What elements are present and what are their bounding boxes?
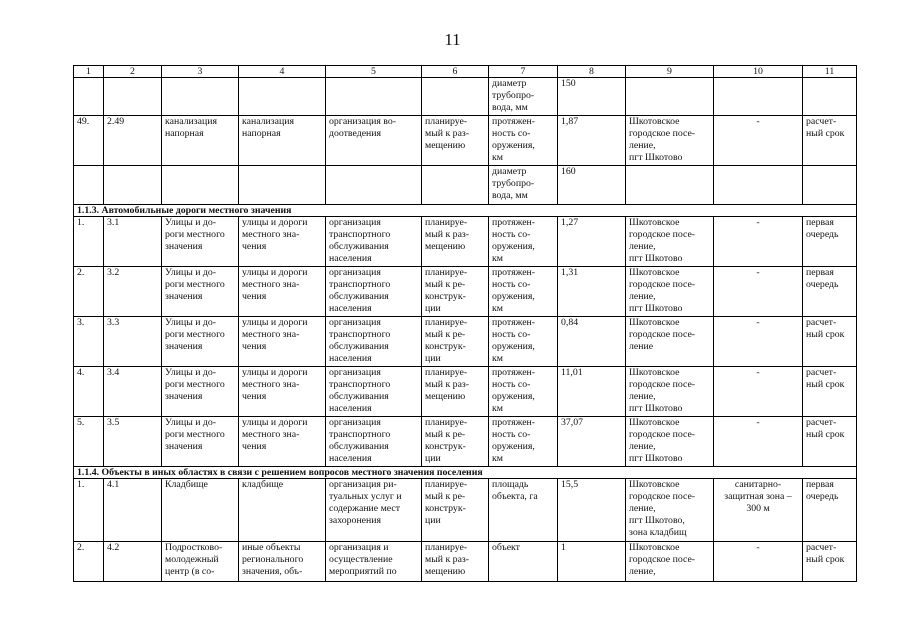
table-row (74, 316, 857, 366)
table-cell (626, 165, 714, 204)
table-cell: Улицы и до- роги местного значения (162, 266, 239, 316)
table-cell: 4.2 (104, 541, 162, 581)
table-cell: Улицы и до- роги местного значения (162, 216, 239, 266)
table-cell: улицы и дороги местного зна- чения (239, 416, 326, 466)
table-cell: - (714, 266, 803, 316)
table-cell: Шкотовское городское посе- ление, пгт Шкотово (626, 366, 714, 416)
table-cell: 1,87 (558, 115, 626, 165)
table-cell: первая очередь (803, 216, 857, 266)
table-cell: организация транспортного обслуживания населения (326, 366, 422, 416)
table-cell: 3.1 (104, 216, 162, 266)
column-number: 6 (422, 66, 489, 78)
table-cell: канализация напорная (239, 115, 326, 165)
table-cell (326, 78, 422, 116)
table-cell: организация ри- туальных услуг и содержание мест захоронения (326, 478, 422, 541)
table-cell: Шкотовское городское посе- ление, пгт Шкотово (626, 416, 714, 466)
table-cell: 5. (74, 416, 104, 466)
table-cell: 2. (74, 266, 104, 316)
table-cell: организация транспортного обслуживания населения (326, 266, 422, 316)
section-heading: 1.1.3. Автомобильные дороги местного значения (74, 204, 857, 216)
table-cell: 37,07 (558, 416, 626, 466)
table-cell: расчет- ный срок (803, 541, 857, 581)
table-cell: 3.4 (104, 366, 162, 416)
column-number: 11 (803, 66, 857, 78)
table-cell (422, 165, 489, 204)
column-number: 2 (104, 66, 162, 78)
table-cell (104, 165, 162, 204)
table-cell: планируе- мый к ре- конструк- ции (422, 416, 489, 466)
table-cell (326, 165, 422, 204)
table-cell: протяжен- ность со- оружения, км (489, 316, 558, 366)
table-cell (422, 78, 489, 116)
table-cell: 49. (74, 115, 104, 165)
table-cell: Шкотовское городское посе- ление, пгт Шкотово (626, 216, 714, 266)
table-cell: 1. (74, 478, 104, 541)
table-cell: 4. (74, 366, 104, 416)
table-cell: улицы и дороги местного зна- чения (239, 216, 326, 266)
table-cell (803, 78, 857, 116)
table-cell: планируе- мый к раз- мещению (422, 366, 489, 416)
table-cell: первая очередь (803, 478, 857, 541)
table-cell: 1. (74, 216, 104, 266)
table-cell: организация транспортного обслуживания населения (326, 416, 422, 466)
table-cell (74, 165, 104, 204)
table-cell: улицы и дороги местного зна- чения (239, 366, 326, 416)
table-row (74, 366, 857, 416)
table-cell (239, 78, 326, 116)
table-cell (714, 78, 803, 116)
table-cell (162, 165, 239, 204)
table-cell: организация и осуществление мероприятий по (326, 541, 422, 581)
table-cell: планируе- мый к раз- мещению (422, 216, 489, 266)
table-cell: 1,27 (558, 216, 626, 266)
table-cell (74, 78, 104, 116)
table-cell (714, 165, 803, 204)
table-cell (104, 78, 162, 116)
table-cell: - (714, 115, 803, 165)
table-cell: Улицы и до- роги местного значения (162, 366, 239, 416)
column-number: 5 (326, 66, 422, 78)
table-cell: 4.1 (104, 478, 162, 541)
table-row (74, 478, 857, 541)
table-cell: - (714, 366, 803, 416)
table-cell: 3.2 (104, 266, 162, 316)
table-cell: планируе- мый к раз- мещению (422, 541, 489, 581)
table-cell: 3.5 (104, 416, 162, 466)
table-cell: кладбище (239, 478, 326, 541)
table-cell: 2.49 (104, 115, 162, 165)
table-cell: расчет- ный срок (803, 416, 857, 466)
table-cell: планируе- мый к раз- мещению (422, 115, 489, 165)
table-cell: 150 (558, 78, 626, 116)
table-cell: Шкотовское городское посе- ление, пгт Шкотово (626, 115, 714, 165)
table-cell: протяжен- ность со- оружения, км (489, 266, 558, 316)
table-cell: Шкотовское городское посе- ление, пгт Шкотово (626, 266, 714, 316)
table-cell: протяжен- ность со- оружения, км (489, 216, 558, 266)
table-cell: - (714, 316, 803, 366)
table-cell: планируе- мый к ре- конструк- ции (422, 266, 489, 316)
table-cell: Шкотовское городское посе- ление, (626, 541, 714, 581)
column-number: 3 (162, 66, 239, 78)
table-cell: объект (489, 541, 558, 581)
column-numbers-row (74, 66, 857, 78)
table-cell: 2. (74, 541, 104, 581)
column-number: 10 (714, 66, 803, 78)
column-number: 8 (558, 66, 626, 78)
table-row (74, 541, 857, 581)
table-cell: улицы и дороги местного зна- чения (239, 266, 326, 316)
table-row (74, 115, 857, 165)
table-cell: 0,84 (558, 316, 626, 366)
table-cell: организация во- доотведения (326, 115, 422, 165)
section-heading-row (74, 466, 857, 478)
table-cell: 3. (74, 316, 104, 366)
table-row (74, 416, 857, 466)
table-cell: планируе- мый к ре- конструк- ции (422, 316, 489, 366)
table-cell: протяжен- ность со- оружения, км (489, 115, 558, 165)
table-cell: - (714, 216, 803, 266)
table-cell: протяжен- ность со- оружения, км (489, 416, 558, 466)
table-cell: Шкотовское городское посе- ление, пгт Шкотово, зона кладбищ (626, 478, 714, 541)
table-cell: планируе- мый к ре- конструк- ции (422, 478, 489, 541)
table-row (74, 266, 857, 316)
page-number: 11 (444, 30, 461, 49)
table-cell: Улицы и до- роги местного значения (162, 416, 239, 466)
table-cell: 160 (558, 165, 626, 204)
table-cell (239, 165, 326, 204)
table-body (74, 66, 857, 582)
table-cell: 1,31 (558, 266, 626, 316)
document-table (73, 65, 857, 582)
table-cell: Кладбище (162, 478, 239, 541)
table-row (74, 78, 857, 116)
column-number: 4 (239, 66, 326, 78)
column-number: 1 (74, 66, 104, 78)
table-cell: Шкотовское городское посе- ление (626, 316, 714, 366)
table-cell: диаметр трубопро- вода, мм (489, 78, 558, 116)
column-number: 7 (489, 66, 558, 78)
table-cell: - (714, 416, 803, 466)
table-cell (162, 78, 239, 116)
table-cell: 3.3 (104, 316, 162, 366)
table-cell: - (714, 541, 803, 581)
table-cell: иные объекты регионального значения, объ- (239, 541, 326, 581)
table-cell (803, 165, 857, 204)
table-cell: 1 (558, 541, 626, 581)
table-cell: Подростково- молодежный центр (в со- (162, 541, 239, 581)
table-cell: расчет- ный срок (803, 366, 857, 416)
section-heading-row (74, 204, 857, 216)
table-cell: расчет- ный срок (803, 115, 857, 165)
table-cell: улицы и дороги местного зна- чения (239, 316, 326, 366)
table-cell: канализация напорная (162, 115, 239, 165)
table-cell: санитарно- защитная зона – 300 м (714, 478, 803, 541)
table-cell: 11,01 (558, 366, 626, 416)
table-cell: организация транспортного обслуживания населения (326, 216, 422, 266)
table-cell: площадь объекта, га (489, 478, 558, 541)
table-row (74, 216, 857, 266)
table-cell (626, 78, 714, 116)
table-cell: Улицы и до- роги местного значения (162, 316, 239, 366)
table-cell: расчет- ный срок (803, 316, 857, 366)
section-heading: 1.1.4. Объекты в иных областях в связи с решением вопросов местного значения поселения (74, 466, 857, 478)
table-cell: организация транспортного обслуживания населения (326, 316, 422, 366)
column-number: 9 (626, 66, 714, 78)
table-cell: протяжен- ность со- оружения, км (489, 366, 558, 416)
table-cell: 15,5 (558, 478, 626, 541)
table-cell: первая очередь (803, 266, 857, 316)
table-cell: диаметр трубопро- вода, мм (489, 165, 558, 204)
table-row (74, 165, 857, 204)
